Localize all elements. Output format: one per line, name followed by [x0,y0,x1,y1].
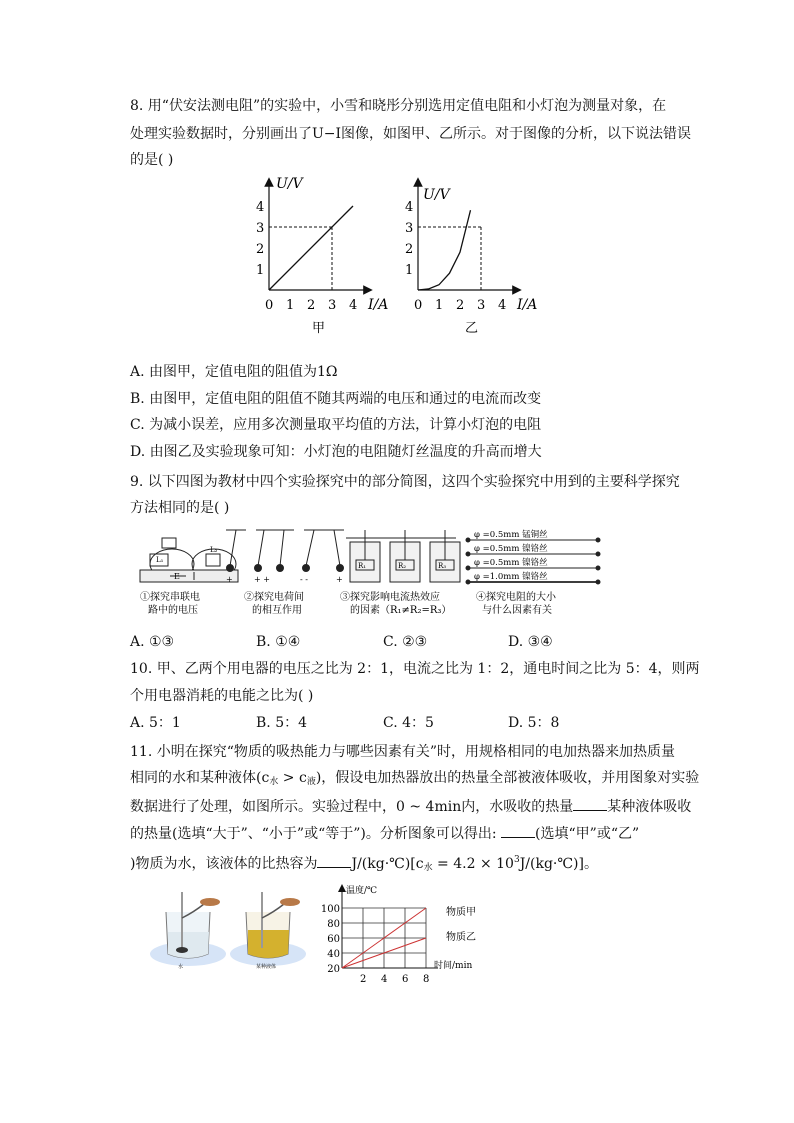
jia-xtick: 4 [349,298,358,313]
svg-text:+: + [226,575,233,584]
beaker2-label: 某种液体 [256,964,277,970]
yi-xtick: 2 [456,298,465,313]
yi-caption: 乙 [465,321,479,336]
fig3-caption-l1: ③探究影响电流热效应 [340,592,440,603]
yi-ylabel: U/V [423,187,450,203]
fig4-wire-3: φ =0.5mm 镍铬丝 [474,558,548,568]
jia-xlabel: I/A [368,297,389,313]
q9-option-b[interactable]: B. ①④ [256,634,301,650]
jia-xtick: 3 [328,298,337,313]
fig2-charged-balls [226,530,344,572]
yi-xtick: 4 [498,298,507,313]
q10-text-line1: 10. 甲、乙两个用电器的电压之比为 2：1，电流之比为 1：2，通电时间之比为 5：4，则两 [130,661,700,677]
q11-text-line2: 相同的水和某种液体$(c_水 > c_液)$，假设电加热器放出的热量全部被液体吸收，并用图象对实验 [130,770,700,787]
q11-temperature-graph [320,884,490,985]
q11-xtick: 8 [423,974,430,985]
q9-option-d[interactable]: D. ③④ [508,634,553,650]
fig4-wire-2: φ =0.5mm 镍铬丝 [474,544,548,554]
svg-text:+: + [336,575,343,584]
q8-option-c[interactable]: C. 为减小误差，应用多次测量取平均值的方法，计算小灯泡的电阻 [130,417,542,433]
q11-blank-1[interactable] [573,796,607,811]
fig4-caption-l2: 与什么因素有关 [482,605,552,616]
q11-graph-ylabel: 温度/℃ [346,886,378,896]
jia-ytick: 4 [256,200,265,215]
fig4-caption-l1: ④探究电阻的大小 [476,592,556,603]
fig3-caption-l2: 的因素（R₁≠R₂=R₃） [350,605,452,616]
q8-graph-jia [248,172,398,342]
q10-option-d[interactable]: D. 5：8 [508,715,560,731]
jia-ylabel: U/V [276,176,303,192]
jia-ytick: 3 [256,221,265,236]
yi-data-curve [418,210,471,290]
fig3-heating-jars [346,530,460,582]
q8-option-d[interactable]: D. 由图乙及实验现象可知：小灯泡的电阻随灯丝温度的升高而增大 [130,444,542,460]
q10-text-line2: 个用电器消耗的电能之比为( ) [130,688,314,704]
q11-blank-2[interactable] [501,823,535,838]
svg-text:R₁: R₁ [358,562,367,570]
jia-ytick: 1 [256,263,265,278]
svg-text:E: E [174,572,180,581]
q11-text-line1: 11. 小明在探究“物质的吸热能力与哪些因素有关”时，用规格相同的电加热器来加热质量 [130,744,676,760]
q11-beakers-picture [148,888,318,976]
beaker1-label: 水 [178,964,184,970]
q11-ytick: 40 [327,949,340,960]
q11-blank-3[interactable] [317,853,351,868]
svg-text:R₂: R₂ [398,562,407,570]
q11-graph-xlabel: 时间/min [434,961,473,971]
q11-text-line4: 的热量(选填“大于”、“小于”或“等于”)。分析图象可以得出: (选填“甲”或“乙” [130,823,639,844]
q11-xtick: 6 [402,974,409,985]
fig1-caption-l1: ①探究串联电 [140,592,200,603]
q8-text-line2: 处理实验数据时，分别画出了U−I图像，如图甲、乙所示。对于图像的分析，以下说法错误 [130,126,692,142]
q9-text-line1: 9. 以下四图为教材中四个实验探究中的部分简图，这四个实验探究中用到的主要科学探究 [130,474,680,490]
jia-xtick: 1 [286,298,295,313]
fig2-caption-l1: ②探究电荷间 [244,592,304,603]
q11-text-line5: )物质为水，该液体的比热容为 $J/(kg\cdot℃)[c_水 = 4.2$ × $10^3J/(kg\cdot℃)$]。 [130,855,598,873]
q11-xtick: 2 [360,974,367,985]
q11-ytick: 100 [320,904,340,915]
fig1-series-circuit [140,538,238,582]
q9-option-c[interactable]: C. ②③ [383,634,428,650]
svg-text:R₃: R₃ [438,562,447,570]
q11-ytick: 60 [327,934,340,945]
fig4-wire-1: φ =0.5mm 锰铜丝 [474,530,548,540]
fig4-wire-4: φ =1.0mm 镍铬丝 [474,572,548,582]
yi-xtick: 3 [477,298,486,313]
yi-ytick: 2 [405,242,414,257]
fig1-caption-l2: 路中的电压 [148,605,198,616]
svg-text:L₁: L₁ [156,556,164,564]
jia-xtick: 0 [265,298,274,313]
q8-graph-yi [397,172,547,342]
yi-ytick: 4 [405,200,414,215]
jia-xtick: 2 [307,298,316,313]
svg-text:+ +: + + [254,575,270,584]
q9-figures [134,526,604,620]
q10-option-a[interactable]: A. 5：1 [130,715,181,731]
q11-xtick: 4 [381,974,388,985]
svg-text:- -: - - [300,575,308,584]
yi-ytick: 1 [405,263,414,278]
q10-option-b[interactable]: B. 5：4 [256,715,308,731]
series-label-jia: 物质甲 [446,907,476,918]
yi-xlabel: I/A [517,297,538,313]
q11-ytick: 20 [327,964,340,975]
q8-text-line3: 的是( ) [130,152,174,168]
yi-xtick: 0 [414,298,423,313]
yi-ytick: 3 [405,221,414,236]
series-label-yi: 物质乙 [446,932,476,943]
q8-text-line1: 8. 用“伏安法测电阻”的实验中，小雪和晓彤分别选用定值电阻和小灯泡为测量对象，在 [130,98,667,114]
yi-xtick: 1 [435,298,444,313]
q9-option-a[interactable]: A. ①③ [130,634,175,650]
jia-data-line [269,206,353,290]
q11-text-line3: 数据进行了处理，如图所示。实验过程中，0 ~ 4min内，水吸收的热量 某种液体吸收 [130,796,691,817]
q8-option-a[interactable]: A. 由图甲，定值电阻的阻值为1Ω [130,364,338,380]
jia-ytick: 2 [256,242,265,257]
q10-option-c[interactable]: C. 4：5 [383,715,434,731]
q8-option-b[interactable]: B. 由图甲，定值电阻的阻值不随其两端的电压和通过的电流而改变 [130,391,542,407]
fig2-caption-l2: 的相互作用 [252,605,302,616]
jia-caption: 甲 [312,321,326,336]
svg-text:L₂: L₂ [210,546,218,554]
q9-text-line2: 方法相同的是( ) [130,500,230,516]
q11-ytick: 80 [327,919,340,930]
